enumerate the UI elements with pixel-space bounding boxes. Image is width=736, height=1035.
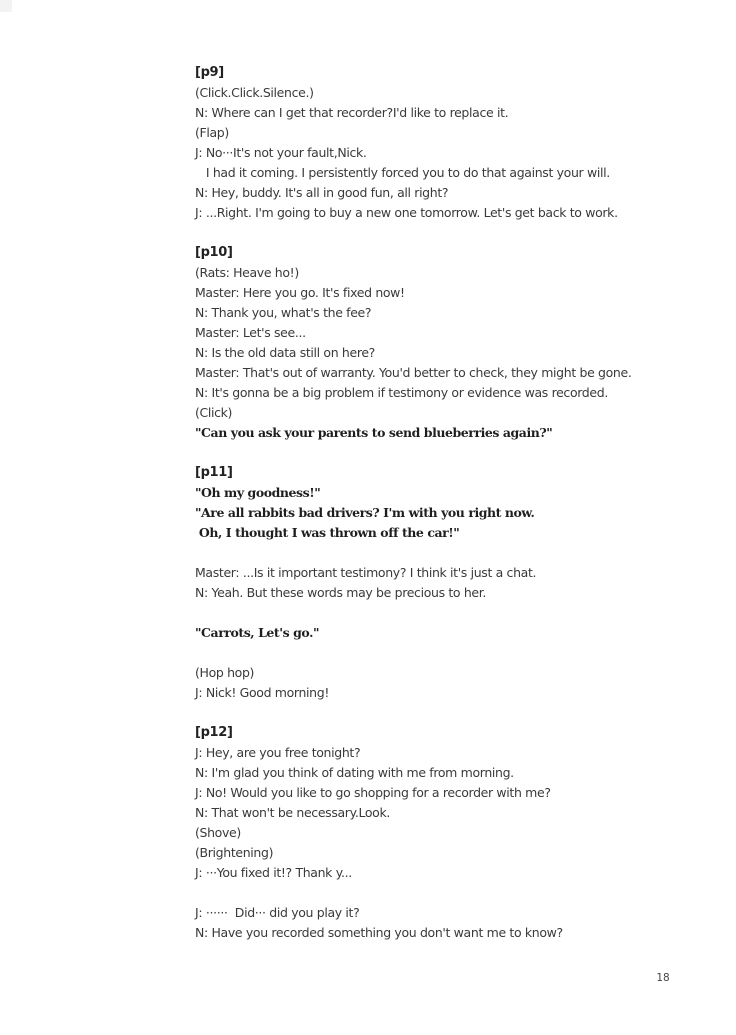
page-number: 18: [656, 972, 670, 984]
quote-line: Oh, I thought I was thrown off the car!": [195, 525, 460, 540]
script-line: (Flap): [195, 125, 229, 140]
script-line: N: It's gonna be a big problem if testimony or evidence was recorded.: [195, 385, 608, 400]
script-line: J: No! Would you like to go shopping for a recorder with me?: [195, 785, 551, 800]
script-line: Master: That's out of warranty. You'd better to check, they might be gone.: [195, 365, 632, 380]
paragraph-block: [195, 723, 720, 883]
paragraph-block: [195, 663, 720, 703]
script-line: N: I'm glad you think of dating with me from morning.: [195, 765, 514, 780]
script-line: N: That won't be necessary.Look.: [195, 805, 390, 820]
script-line: N: Yeah. But these words may be precious to her.: [195, 585, 487, 600]
paragraph-block: [195, 563, 720, 603]
scan-artifact: [0, 0, 12, 12]
script-line: N: Thank you, what's the fee?: [195, 305, 372, 320]
section-heading: [p12]: [195, 725, 233, 740]
paragraph-block: [195, 903, 720, 943]
script-line: J: ···You fixed it!? Thank y...: [195, 865, 352, 880]
script-line: J: ······ Did··· did you play it?: [195, 905, 360, 920]
script-line: J: ...Right. I'm going to buy a new one tomorrow. Let's get back to work.: [195, 205, 618, 220]
script-line: (Rats: Heave ho!): [195, 265, 299, 280]
script-line: Master: Here you go. It's fixed now!: [195, 285, 405, 300]
script-line: (Brightening): [195, 845, 274, 860]
script-line: (Click.Click.Silence.): [195, 85, 314, 100]
script-line: (Shove): [195, 825, 241, 840]
paragraph-block: [195, 623, 720, 643]
script-line: N: Where can I get that recorder?I'd like to replace it.: [195, 105, 509, 120]
script-line: J: Hey, are you free tonight?: [195, 745, 361, 760]
script-line: Master: Let's see...: [195, 325, 306, 340]
document-body: [195, 63, 720, 963]
section-heading: [p11]: [195, 465, 233, 480]
script-line: Master: ...Is it important testimony? I think it's just a chat.: [195, 565, 537, 580]
script-line: (Click): [195, 405, 233, 420]
script-line: (Hop hop): [195, 665, 255, 680]
paragraph-block: [195, 63, 720, 223]
script-line: J: Nick! Good morning!: [195, 685, 329, 700]
script-line: N: Have you recorded something you don't want me to know?: [195, 925, 563, 940]
script-line: I had it coming. I persistently forced you to do that against your will.: [195, 165, 610, 180]
paragraph-block: [195, 463, 720, 543]
quote-line: "Oh my goodness!": [195, 485, 321, 500]
section-heading: [p10]: [195, 245, 233, 260]
paragraph-block: [195, 243, 720, 443]
script-line: N: Hey, buddy. It's all in good fun, all right?: [195, 185, 449, 200]
quote-line: "Carrots, Let's go.": [195, 625, 320, 640]
quote-line: "Are all rabbits bad drivers? I'm with you right now.: [195, 505, 535, 520]
section-heading: [p9]: [195, 65, 224, 80]
script-line: J: No···It's not your fault,Nick.: [195, 145, 367, 160]
script-line: N: Is the old data still on here?: [195, 345, 375, 360]
quote-line: "Can you ask your parents to send blueberries again?": [195, 425, 553, 440]
